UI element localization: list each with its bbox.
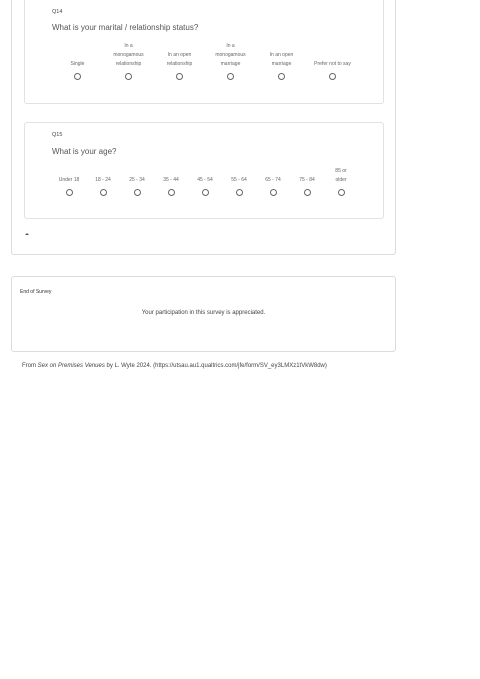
radio-button-unchecked-icon[interactable] — [278, 73, 285, 80]
choice-option[interactable] — [120, 167, 154, 196]
choice-label-line: In an open — [269, 52, 294, 58]
radio-button-unchecked-icon[interactable] — [74, 73, 81, 80]
choice-label-line: marriage — [220, 61, 241, 67]
source-caption — [22, 363, 327, 369]
choice-label-line: 85 or — [335, 168, 347, 174]
question-text: What is your marital / relationship status? — [52, 23, 199, 32]
choice-label-line: In an open — [167, 52, 192, 58]
choice-label — [231, 167, 247, 185]
choice-label-line: 75 - 84 — [299, 177, 315, 183]
choice-label-line: 45 - 54 — [197, 177, 213, 183]
choice-label-line: In a — [124, 43, 133, 49]
choice-option[interactable] — [222, 167, 256, 196]
choice-label — [95, 167, 111, 185]
choice-label-line: 35 - 44 — [163, 177, 179, 183]
choice-label-line: 25 - 34 — [129, 177, 145, 183]
choice-option[interactable] — [52, 167, 86, 196]
radio-button-unchecked-icon[interactable] — [134, 189, 141, 196]
choice-label-line: monogamous — [113, 52, 144, 58]
choice-option[interactable] — [154, 42, 205, 80]
choice-label — [270, 42, 294, 69]
choice-label — [163, 167, 179, 185]
choice-label-line: 18 - 24 — [95, 177, 111, 183]
choice-label-line: 65 - 74 — [265, 177, 281, 183]
caption-prefix: From — [22, 363, 38, 369]
radio-button-unchecked-icon[interactable] — [236, 189, 243, 196]
choice-option[interactable] — [86, 167, 120, 196]
choice-label-line: monogamous — [215, 52, 246, 58]
radio-button-unchecked-icon[interactable] — [227, 73, 234, 80]
choice-label — [335, 167, 346, 185]
choice-label-line: Under 18 — [58, 177, 80, 183]
end-of-survey-message: Your participation in this survey is appreciated. — [141, 310, 266, 316]
choice-option[interactable] — [205, 42, 256, 80]
choice-option[interactable] — [290, 167, 324, 196]
choice-label-line: relationship — [166, 61, 193, 67]
radio-button-unchecked-icon[interactable] — [125, 73, 132, 80]
choice-label-line: relationship — [115, 61, 142, 67]
caption-title: Sex on Premises Venues — [37, 363, 105, 369]
question-text: What is your age? — [52, 147, 117, 156]
choice-label-line: In a — [226, 43, 235, 49]
choice-label-line: marriage — [271, 61, 292, 67]
radio-button-unchecked-icon[interactable] — [329, 73, 336, 80]
question-q15 — [24, 122, 384, 219]
choice-option[interactable] — [256, 42, 307, 80]
choice-label-line: Single — [70, 61, 85, 67]
choice-label-line: 55 - 64 — [231, 177, 247, 183]
choice-option[interactable] — [103, 42, 154, 80]
radio-button-unchecked-icon[interactable] — [66, 189, 73, 196]
choice-label — [113, 42, 143, 69]
choice-label — [71, 42, 85, 69]
question-number: Q14 — [52, 9, 63, 15]
radio-button-unchecked-icon[interactable] — [168, 189, 175, 196]
choice-label — [314, 42, 351, 69]
chevron-up-icon[interactable] — [25, 233, 29, 235]
choice-label — [215, 42, 245, 69]
choice-option[interactable] — [324, 167, 358, 196]
choice-row — [52, 167, 358, 196]
choice-label-line: Prefer not to say — [314, 61, 351, 67]
choice-label — [59, 167, 80, 185]
choice-option[interactable] — [256, 167, 290, 196]
choice-label — [197, 167, 213, 185]
caption-suffix: by L. Wyte 2024. (https://utsau.au1.qualtrics.com/jfe/form/SV_ey3LMXz1tVkW8dw) — [104, 363, 327, 369]
survey-block — [11, 0, 396, 255]
question-q14 — [24, 0, 384, 104]
choice-option[interactable] — [154, 167, 188, 196]
radio-button-unchecked-icon[interactable] — [304, 189, 311, 196]
end-of-survey-block — [11, 276, 396, 352]
choice-label-line: older — [335, 177, 347, 183]
radio-button-unchecked-icon[interactable] — [202, 189, 209, 196]
choice-row — [52, 42, 358, 80]
radio-button-unchecked-icon[interactable] — [338, 189, 345, 196]
radio-button-unchecked-icon[interactable] — [270, 189, 277, 196]
question-number: Q15 — [52, 132, 63, 138]
radio-button-unchecked-icon[interactable] — [100, 189, 107, 196]
choice-label — [265, 167, 281, 185]
radio-button-unchecked-icon[interactable] — [176, 73, 183, 80]
choice-option[interactable] — [52, 42, 103, 80]
choice-label — [167, 42, 193, 69]
end-of-survey-title: End of Survey — [20, 289, 52, 295]
choice-option[interactable] — [188, 167, 222, 196]
choice-option[interactable] — [307, 42, 358, 80]
choice-label — [299, 167, 315, 185]
choice-label — [129, 167, 145, 185]
